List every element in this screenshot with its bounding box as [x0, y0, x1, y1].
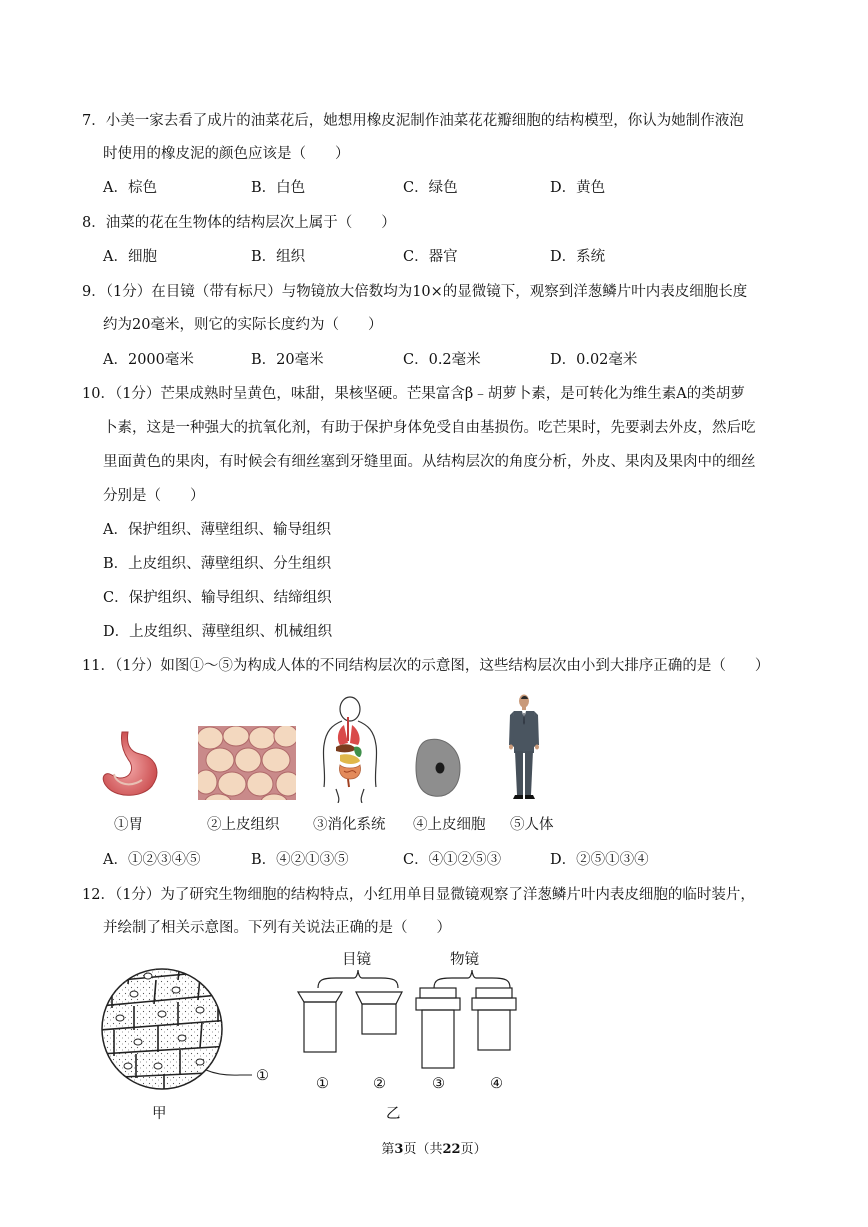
q12-line1: 12．（1分）为了研究生物细胞的结构特点，小红用单目显微镜观察了洋葱鳞片叶内表皮细胞的临时装片， [82, 887, 755, 903]
caption-stomach: ①胃 [114, 817, 143, 833]
q8-line1: 8．油菜的花在生物体的结构层次上属于（ ） [82, 215, 396, 231]
footer-page-number: 3 [394, 1142, 404, 1157]
fig-yi-label: 乙 [386, 1106, 401, 1122]
q8-option-b: B．组织 [251, 249, 306, 265]
caption-human-body: ⑤人体 [510, 817, 554, 833]
q9-line1: 9．（1分）在目镜（带有标尺）与物镜放大倍数均为10×的显微镜下，观察到洋葱鳞片叶内表皮细胞长度 [82, 284, 748, 300]
q9-option-a: A．2000毫米 [103, 352, 194, 368]
epithelial-cell-figure [414, 738, 462, 798]
onion-cells-figure [100, 962, 280, 1097]
footer-total-pages: 22 [442, 1142, 461, 1157]
q11-option-a: A．①②③④⑤ [103, 852, 201, 868]
q11-option-b: B．④②①③⑤ [251, 852, 349, 868]
q7-option-c: C．绿色 [403, 180, 458, 196]
q10-option-c: C．保护组织、输导组织、结缔组织 [103, 590, 332, 606]
caption-epithelial-cell: ④上皮细胞 [413, 817, 486, 833]
q11-option-c: C．④①②⑤③ [403, 852, 502, 868]
epithelial-tissue-figure [198, 726, 296, 800]
q7-option-d: D．黄色 [550, 180, 606, 196]
q9-option-c: C．0.2毫米 [403, 352, 481, 368]
q7-option-b: B．白色 [251, 180, 306, 196]
human-body-figure [504, 693, 544, 801]
q8-option-d: D．系统 [550, 249, 606, 265]
digestive-system-figure [318, 695, 382, 803]
q10-line2: 卜素，这是一种强大的抗氧化剂，有助于保护身体免受自由基损伤。吃芒果时，先要剥去外皮，然后吃 [103, 420, 756, 436]
lens-number-3: ③ [432, 1076, 445, 1092]
eyepiece-label: 目镜 [342, 952, 371, 968]
caption-epithelial-tissue: ②上皮组织 [207, 817, 280, 833]
stomach-figure [100, 730, 166, 800]
q10-option-a: A．保护组织、薄壁组织、输导组织 [103, 522, 331, 538]
q11-option-d: D．②⑤①③④ [550, 852, 649, 868]
fig-jia-pointer-label: ① [256, 1068, 269, 1084]
q10-option-d: D．上皮组织、薄壁组织、机械组织 [103, 624, 333, 640]
page-footer [0, 1138, 868, 1157]
q7-option-a: A．棕色 [103, 180, 157, 196]
lens-number-2: ② [373, 1076, 386, 1092]
fig-jia-label: 甲 [152, 1106, 167, 1122]
q12-line2: 并绘制了相关示意图。下列有关说法正确的是（ ） [103, 920, 451, 936]
q7-line2: 时使用的橡皮泥的颜色应该是（ ） [103, 146, 350, 162]
q9-option-d: D．0.02毫米 [550, 352, 638, 368]
q10-option-b: B．上皮组织、薄壁组织、分生组织 [103, 556, 332, 572]
q7-line1: 7．小美一家去看了成片的油菜花后，她想用橡皮泥制作油菜花花瓣细胞的结构模型，你认为她制作液泡 [82, 113, 744, 129]
objective-label: 物镜 [450, 952, 479, 968]
q10-line4: 分别是（ ） [103, 488, 205, 504]
footer-suffix: 页） [460, 1142, 487, 1157]
q8-option-c: C．器官 [403, 249, 458, 265]
lens-number-1: ① [316, 1076, 329, 1092]
q10-line3: 里面黄色的果肉，有时候会有细丝塞到牙缝里面。从结构层次的角度分析，外皮、果肉及果肉中的细丝 [103, 454, 756, 470]
lens-figure [296, 960, 526, 1070]
lens-number-4: ④ [490, 1076, 503, 1092]
q9-option-b: B．20毫米 [251, 352, 324, 368]
footer-mid: 页（共 [403, 1142, 443, 1157]
q9-line2: 约为20毫米，则它的实际长度约为（ ） [103, 317, 383, 333]
caption-digestive-system: ③消化系统 [313, 817, 386, 833]
q11-line1: 11．（1分）如图①～⑤为构成人体的不同结构层次的示意图，这些结构层次由小到大排序正确的是（ ） [82, 658, 770, 674]
q10-line1: 10．（1分）芒果成熟时呈黄色，味甜，果核坚硬。芒果富含β﹣胡萝卜素，是可转化为维生素A的类胡萝 [82, 386, 745, 402]
q8-option-a: A．细胞 [103, 249, 157, 265]
footer-prefix: 第 [381, 1142, 395, 1157]
